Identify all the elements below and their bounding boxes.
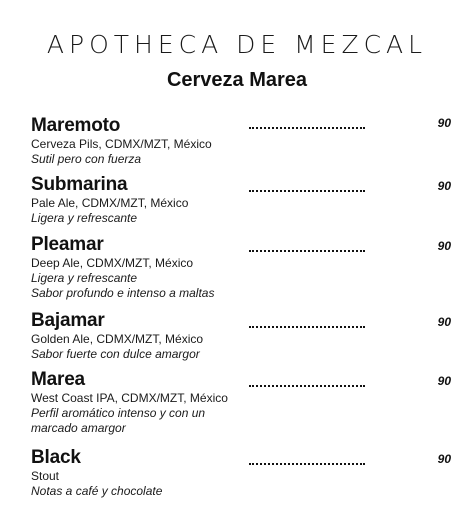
item-price: 90 [437,315,451,329]
item-price: 90 [437,452,451,466]
menu-item [31,310,451,362]
item-name: Marea [31,369,85,390]
brand-title: APOTHECA DE MEZCAL [46,30,428,59]
item-style: Deep Ale, CDMX/MZT, México [31,256,194,270]
dot-leader [249,459,365,465]
item-note: Notas a café y chocolate [31,484,163,498]
dot-leader [249,381,365,387]
item-price: 90 [437,374,451,388]
item-note: Sabor fuerte con dulce amargor [31,347,200,361]
item-name: Black [31,447,81,468]
item-style: Golden Ale, CDMX/MZT, México [31,332,204,346]
item-style: Stout [31,469,60,483]
item-note: Ligera y refrescante [31,271,138,285]
item-price: 90 [437,116,451,130]
item-name: Pleamar [31,234,104,255]
item-style: Cerveza Pils, CDMX/MZT, México [31,137,212,151]
dot-leader [249,186,365,192]
item-name: Bajamar [31,310,105,331]
dot-leader [249,322,365,328]
item-price: 90 [437,239,451,253]
menu-item [31,115,451,167]
item-note: Sutil pero con fuerza [31,152,142,166]
dot-leader [249,246,365,252]
item-note: marcado amargor [31,421,126,435]
item-note: Ligera y refrescante [31,211,138,225]
item-price: 90 [437,179,451,193]
menu-item [31,174,451,226]
menu-item [31,447,451,499]
item-style: West Coast IPA, CDMX/MZT, México [31,391,228,405]
item-name: Submarina [31,174,128,195]
dot-leader [249,123,365,129]
item-style: Pale Ale, CDMX/MZT, México [31,196,189,210]
item-note: Perfil aromático intenso y con un [31,406,206,420]
menu-item [31,369,451,436]
section-title: Cerveza Marea [166,69,308,91]
item-name: Maremoto [31,115,121,136]
menu-item [31,234,451,301]
item-note: Sabor profundo e intenso a maltas [31,286,215,300]
